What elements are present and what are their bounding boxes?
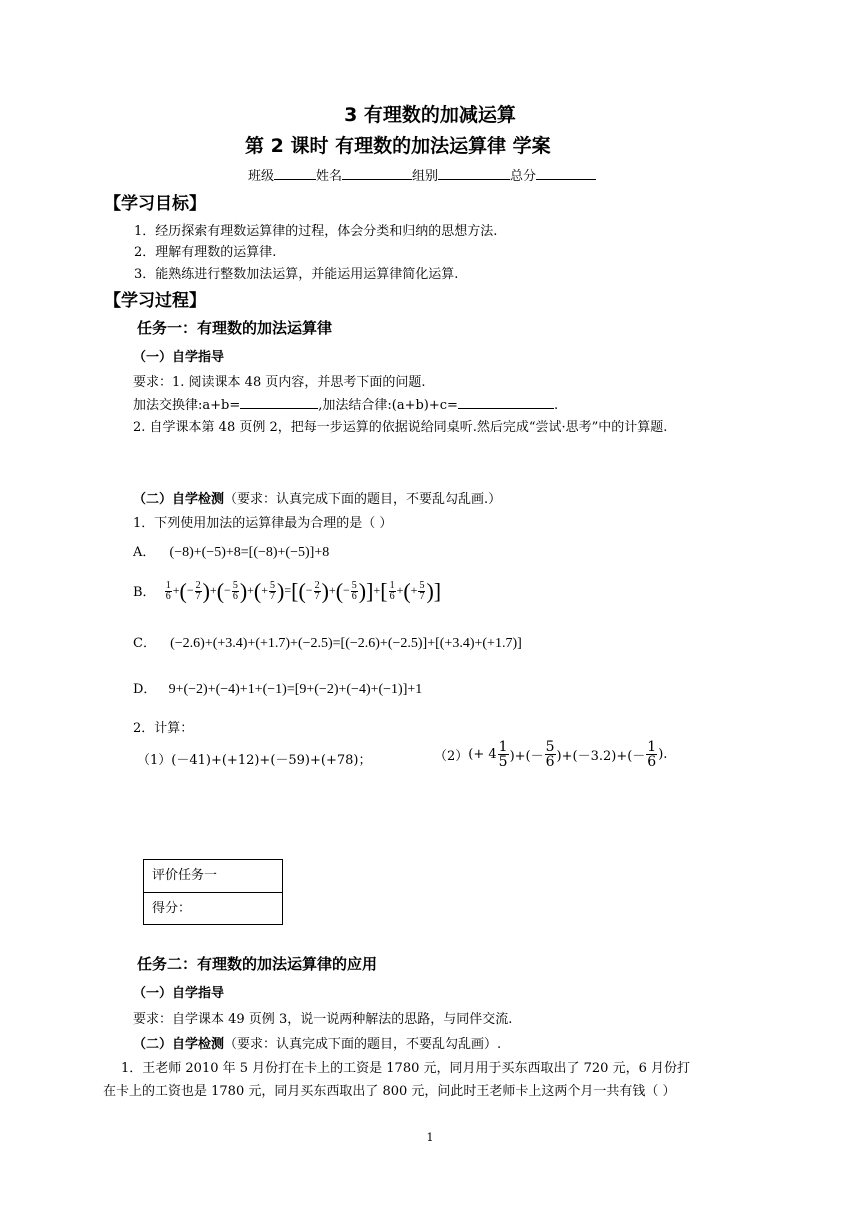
page-number: 1 [426,1131,434,1144]
lesson-subtitle: 第 2 课时 有理数的加法运算律 学案 [245,135,551,157]
task1-title: 任务一：有理数的加法运算律 [137,319,333,337]
associative-law-label: ,加法结合律:(a+b)+c= [318,398,458,413]
option-b-expression: $\frac{1}{6}$ +(− $\frac{2}{7}$ )+(− $\frac{5}{6}$ )+(+ $\frac{5}{7}$ )=[(− $\frac{2}{7}$ )+(− $\frac{5}{6}$ )]+[ $\frac{1}{6}$ +(+ $\frac{5}{7}$ )] [165,578,442,603]
task1-requirement-1: 要求：1. 阅读课本 48 页内容，并思考下面的问题. [133,375,426,390]
check-title-text: （二）自学检测 [133,1037,225,1052]
group-blank[interactable] [438,165,510,180]
task2-question-1-line2: 在卡上的工资也是 1780 元，同月买东西取出了 800 元，问此时王老师卡上这两个月一共有钱（ ） [103,1084,676,1099]
calc-problem-1: （1）(－41)+(+12)+(－59)+(+78)； [137,753,372,768]
task2-title: 任务二：有理数的加法运算律的应用 [137,955,378,973]
process-heading: 【学习过程】 [104,291,206,311]
option-c-expression: (−2.6)+(+3.4)+(+1.7)+(−2.5)=[(−2.6)+(−2.5)]+[(+3.4)+(+1.7)] [170,636,522,651]
student-info-line [248,165,596,184]
goal-item: 3．能熟练进行整数加法运算，并能运用运算律简化运算. [134,267,459,282]
class-blank[interactable] [274,165,316,180]
option-d-expression: 9+(−2)+(−4)+1+(−1)=[9+(−2)+(−4)+(−1)]+1 [168,682,423,697]
associative-blank[interactable] [458,394,554,409]
goal-item: 2．理解有理数的运算律. [134,245,277,260]
task1-guide-title: （一）自学指导 [133,350,225,365]
task2-requirement: 要求：自学课本 49 页例 3，说一说两种解法的思路，与同伴交流. [133,1012,513,1027]
class-label: 班级 [248,169,275,184]
group-label: 组别 [412,169,439,184]
commutative-law-label: 加法交换律:a+b= [133,398,241,413]
score-blank[interactable] [536,165,596,180]
score-label: 总分 [510,169,537,184]
task1-requirement-2: 2. 自学课本第 48 页例 2，把每一步运算的依据说给同桌听.然后完成“尝试·思考”中的计算题. [133,420,668,435]
option-d-label: D． [133,682,157,697]
calc-problem-2: （2）(+ 4 $\frac{1}{5}$ )+(－ $\frac{5}{6}$ )+(－3.2)+(－ $\frac{1}{6}$ ). [434,739,668,770]
task2-question-1-line1: 1．王老师 2010 年 5 月份打在卡上的工资是 1780 元，同月用于买东西取出了 720 元，6 月份打 [121,1061,690,1076]
name-blank[interactable] [342,165,412,180]
goals-heading: 【学习目标】 [104,194,206,214]
evaluation-box [143,859,283,925]
option-b-label: B． [133,584,156,600]
period: . [553,398,559,413]
option-d[interactable] [133,678,422,698]
evaluation-score-field[interactable]: 得分： [144,892,282,925]
goal-item: 1．经历探索有理数运算律的过程，体会分类和归纳的思想方法. [134,224,498,239]
task1-check-title [133,488,501,507]
option-a-label: A． [133,545,156,560]
lesson-title: 3 有理数的加减运算 [344,104,516,126]
check-note: （要求：认真完成下面的题目，不要乱勾乱画）. [224,1037,502,1052]
name-label: 姓名 [316,169,343,184]
question-1: 1．下列使用加法的运算律最为合理的是（ ） [133,516,393,531]
task2-guide-title: （一）自学指导 [133,986,225,1001]
evaluation-task-label: 评价任务一 [152,868,218,883]
check-note: （要求：认真完成下面的题目，不要乱勾乱画.） [224,492,502,507]
option-c[interactable] [133,632,522,652]
option-b[interactable] [133,580,441,602]
task2-check-title [133,1033,501,1052]
addition-laws-line [133,394,558,413]
question-2: 2．计算： [133,721,194,736]
option-a-expression: (−8)+(−5)+8=[(−8)+(−5)]+8 [169,545,330,560]
commutative-blank[interactable] [240,394,318,409]
option-c-label: C． [133,636,156,651]
calc-2-label: （2） [434,749,469,764]
check-title-text: （二）自学检测 [133,492,225,507]
option-a[interactable] [133,541,329,561]
